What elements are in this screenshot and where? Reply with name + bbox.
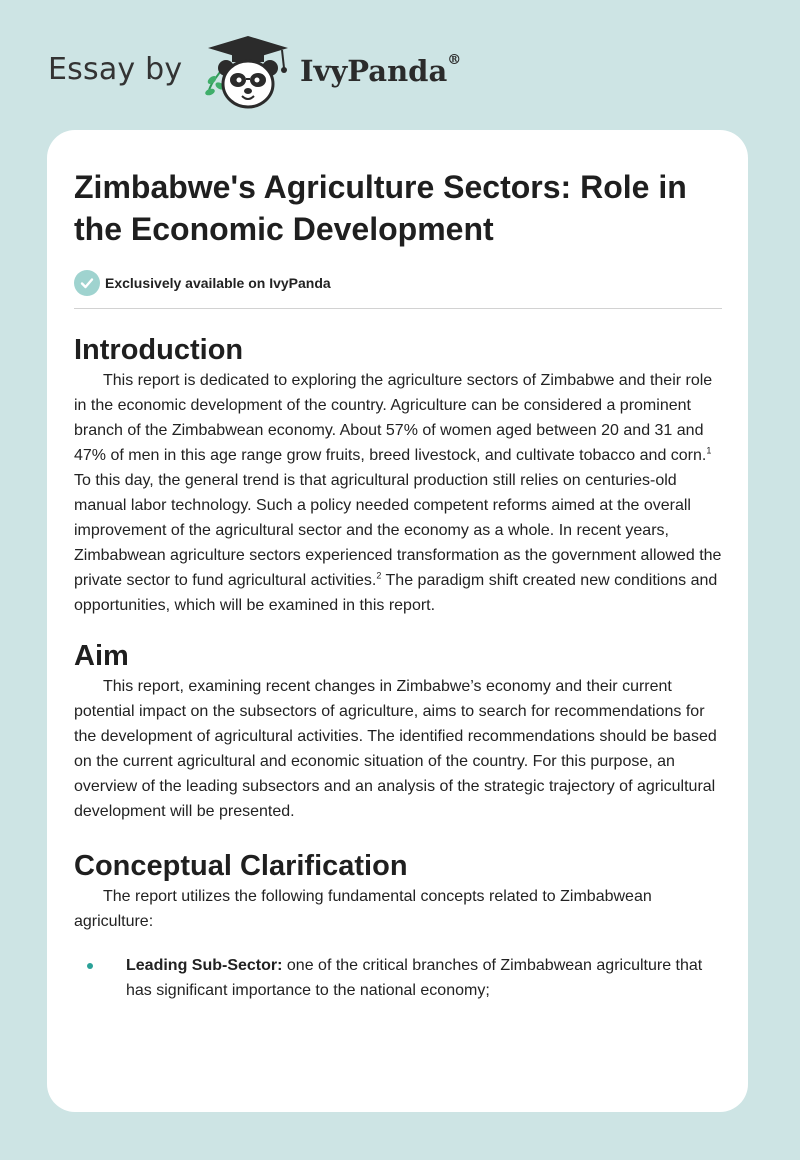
- brand-prefix: Essay by: [48, 52, 183, 87]
- brand-name: IvyPanda®: [300, 52, 462, 88]
- list-item: [74, 953, 722, 1003]
- divider: [74, 308, 722, 309]
- list-item-term: Leading Sub-Sector:: [126, 957, 283, 974]
- footnote-ref[interactable]: 2: [376, 570, 382, 581]
- registered-mark: ®: [447, 52, 462, 68]
- section-heading-conceptual-clarification: Conceptual Clarification: [74, 850, 408, 882]
- exclusive-badge: [74, 269, 722, 297]
- check-circle-icon: [74, 270, 100, 296]
- section-heading-introduction: Introduction: [74, 334, 244, 366]
- badge-text: Exclusively available on IvyPanda: [105, 275, 331, 291]
- page-title: Zimbabwe's Agriculture Sectors: Role in the Economic Development: [74, 169, 687, 247]
- brand-header[interactable]: [48, 34, 508, 110]
- panda-graduate-logo-icon: [202, 34, 294, 110]
- essay-content: [74, 166, 722, 1003]
- aim-paragraph: This report, examining recent changes in Zimbabwe’s economy and their current potential impact on the subsectors of agriculture, aims to search for recommendations for the development of agricultural activities. The identified recommendations should be based on the current agricultural and economic situation of the country. For this purpose, an overview of the leading subsectors and an analysis of the strategic trajectory of agricultural development will be presented.: [74, 678, 717, 820]
- introduction-paragraph: This report is dedicated to exploring the agriculture sectors of Zimbabwe and their role in the economic development of the country. Agriculture can be considered a prominent branch of the Zimbabwean economy. About 57% of women aged between 20 and 31 and 47% of men in this age range grow fruits, breed livestock, and cultivate tobacco and corn.$^1$ To this day, the general trend is that agricultural production still relies on centuries-old manual labor technology. Such a policy needed competent reforms aimed at the overall improvement of the agricultural sector and the economy as a whole. In recent years, Zimbabwean agriculture sectors experienced transformation as the government allowed the private sector to fund agricultural activities.$^2$ The paradigm shift created new conditions and opportunities, which will be examined in this report.: [74, 372, 722, 614]
- footnote-ref[interactable]: 1: [706, 445, 712, 456]
- section-heading-aim: Aim: [74, 640, 129, 672]
- bullet-dot: [87, 963, 93, 969]
- list-item-definition: one of the critical branches of Zimbabwean agriculture that has significant importance to the national economy;: [126, 957, 703, 999]
- concept-paragraph: The report utilizes the following fundamental concepts related to Zimbabwean agriculture:: [74, 888, 652, 930]
- concept-list: [74, 953, 722, 1003]
- essay-card: [47, 130, 748, 1112]
